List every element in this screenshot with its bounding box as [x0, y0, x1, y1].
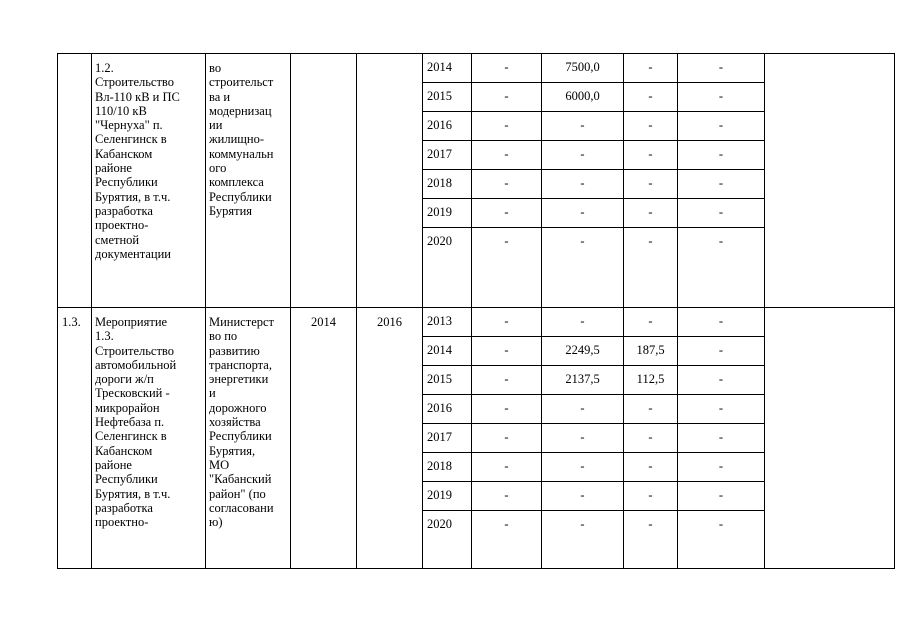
text-line: энергетики	[209, 372, 269, 387]
text-line: Вл-110 кВ и ПС	[95, 89, 180, 104]
value-cell: -	[624, 54, 678, 83]
executor-text	[209, 61, 288, 218]
value-cell: -	[678, 482, 765, 511]
text-line: согласовани	[209, 500, 274, 515]
year-cell: 2016	[423, 395, 472, 424]
year-cell: 2017	[423, 141, 472, 170]
text-line: Нефтебаза п.	[95, 415, 165, 430]
value-cell: -	[624, 482, 678, 511]
text-line: Бурятия,	[209, 443, 256, 458]
text-line: ого	[209, 161, 227, 176]
text-line: Министерст	[209, 315, 275, 329]
value-cell: 6000,0	[542, 83, 624, 112]
text-line: модернизац	[209, 103, 272, 118]
start-year-cell: 2014	[291, 308, 357, 569]
value-cell: -	[542, 453, 624, 482]
value-cell: -	[472, 54, 542, 83]
value-cell: 2137,5	[542, 366, 624, 395]
year-cell: 2015	[423, 83, 472, 112]
text-line: документации	[95, 246, 171, 261]
text-line: Мероприятие	[95, 315, 168, 329]
end-year-cell	[357, 54, 423, 308]
value-cell: -	[542, 228, 624, 308]
executor-cell	[206, 308, 291, 569]
text-line: Селенгинск в	[95, 429, 167, 444]
value-cell: -	[472, 170, 542, 199]
measure-name-text	[95, 61, 203, 261]
text-line: и	[209, 386, 216, 401]
text-line: ии	[209, 118, 223, 133]
value-cell: -	[678, 511, 765, 569]
value-cell: 187,5	[624, 337, 678, 366]
text-line: хозяйства	[209, 415, 261, 430]
value-cell: -	[472, 112, 542, 141]
text-line: во по	[209, 329, 238, 344]
value-cell: -	[678, 199, 765, 228]
value-cell: -	[678, 228, 765, 308]
program-table	[57, 53, 895, 569]
value-cell: -	[624, 83, 678, 112]
table-row	[58, 308, 895, 337]
value-cell: -	[678, 337, 765, 366]
text-line: районе	[95, 457, 132, 472]
text-line: проектно-	[95, 515, 149, 530]
value-cell: -	[542, 170, 624, 199]
value-cell: -	[678, 453, 765, 482]
value-cell: -	[678, 83, 765, 112]
value-cell: -	[678, 170, 765, 199]
text-line: комплекса	[209, 175, 264, 190]
value-cell: -	[624, 453, 678, 482]
empty-cell	[765, 308, 895, 569]
text-line: жилищно-	[209, 132, 264, 147]
text-line: дорожного	[209, 400, 267, 415]
value-cell: -	[678, 366, 765, 395]
value-cell: -	[624, 170, 678, 199]
row-number-cell: 1.3.	[58, 308, 92, 569]
executor-cell	[206, 54, 291, 308]
text-line: Кабанском	[95, 146, 153, 161]
value-cell: -	[472, 228, 542, 308]
measure-name-cell	[92, 308, 206, 569]
year-cell: 2020	[423, 228, 472, 308]
text-line: Республики	[209, 429, 272, 444]
executor-text	[209, 315, 288, 529]
value-cell: -	[678, 54, 765, 83]
text-line: 1.2.	[95, 61, 114, 75]
text-line: ю)	[209, 515, 223, 530]
text-line: сметной	[95, 232, 140, 247]
text-line: коммунальн	[209, 146, 274, 161]
value-cell: -	[472, 141, 542, 170]
value-cell: -	[472, 308, 542, 337]
value-cell: -	[542, 112, 624, 141]
value-cell: 112,5	[624, 366, 678, 395]
text-line: разработка	[95, 500, 153, 515]
text-line: разработка	[95, 203, 153, 218]
value-cell: -	[542, 141, 624, 170]
value-cell: -	[472, 482, 542, 511]
value-cell: 2249,5	[542, 337, 624, 366]
text-line: Бурятия	[209, 203, 253, 218]
text-line: развитию	[209, 343, 260, 358]
start-year-cell	[291, 54, 357, 308]
year-cell: 2019	[423, 199, 472, 228]
value-cell: -	[624, 395, 678, 424]
text-line: строительст	[209, 75, 274, 90]
value-cell: -	[472, 424, 542, 453]
value-cell: -	[542, 199, 624, 228]
text-line: ва и	[209, 89, 231, 104]
year-cell: 2019	[423, 482, 472, 511]
value-cell: -	[472, 366, 542, 395]
text-line: район" (по	[209, 486, 266, 501]
value-cell: -	[678, 395, 765, 424]
value-cell: -	[542, 511, 624, 569]
text-line: Республики	[209, 189, 272, 204]
value-cell: -	[472, 83, 542, 112]
value-cell: -	[678, 141, 765, 170]
value-cell: -	[678, 112, 765, 141]
value-cell: -	[624, 199, 678, 228]
year-cell: 2015	[423, 366, 472, 395]
text-line: Кабанском	[95, 443, 153, 458]
year-cell: 2017	[423, 424, 472, 453]
year-cell: 2014	[423, 337, 472, 366]
table-row	[58, 54, 895, 83]
text-line: проектно-	[95, 218, 149, 233]
value-cell: -	[472, 453, 542, 482]
value-cell: -	[542, 395, 624, 424]
end-year-cell: 2016	[357, 308, 423, 569]
value-cell: -	[624, 308, 678, 337]
row-number-cell	[58, 54, 92, 308]
value-cell: 7500,0	[542, 54, 624, 83]
value-cell: -	[624, 141, 678, 170]
value-cell: -	[542, 424, 624, 453]
value-cell: -	[624, 511, 678, 569]
value-cell: -	[624, 228, 678, 308]
year-cell: 2016	[423, 112, 472, 141]
text-line: транспорта,	[209, 357, 272, 372]
year-cell: 2014	[423, 54, 472, 83]
year-cell: 2013	[423, 308, 472, 337]
text-line: Бурятия, в т.ч.	[95, 189, 171, 204]
value-cell: -	[472, 395, 542, 424]
text-line: "Кабанский	[209, 472, 272, 487]
year-cell: 2020	[423, 511, 472, 569]
text-line: Бурятия, в т.ч.	[95, 486, 171, 501]
text-line: 110/10 кВ	[95, 103, 147, 118]
text-line: во	[209, 61, 222, 75]
text-line: МО	[209, 457, 230, 472]
text-line: Строительство	[95, 75, 175, 90]
value-cell: -	[542, 482, 624, 511]
text-line: 1.3.	[95, 329, 114, 344]
measure-name-text	[95, 315, 203, 529]
year-cell: 2018	[423, 170, 472, 199]
value-cell: -	[678, 308, 765, 337]
text-line: Республики	[95, 472, 158, 487]
year-cell: 2018	[423, 453, 472, 482]
text-line: дороги ж/п	[95, 372, 154, 387]
empty-cell	[765, 54, 895, 308]
text-line: районе	[95, 161, 132, 176]
value-cell: -	[542, 308, 624, 337]
text-line: микрорайон	[95, 400, 160, 415]
text-line: "Чернуха" п.	[95, 118, 163, 133]
value-cell: -	[472, 511, 542, 569]
value-cell: -	[678, 424, 765, 453]
text-line: Селенгинск в	[95, 132, 167, 147]
value-cell: -	[624, 112, 678, 141]
value-cell: -	[472, 337, 542, 366]
text-line: Тресковский -	[95, 386, 170, 401]
value-cell: -	[472, 199, 542, 228]
measure-name-cell	[92, 54, 206, 308]
text-line: Республики	[95, 175, 158, 190]
text-line: Строительство	[95, 343, 175, 358]
value-cell: -	[624, 424, 678, 453]
text-line: автомобильной	[95, 357, 177, 372]
